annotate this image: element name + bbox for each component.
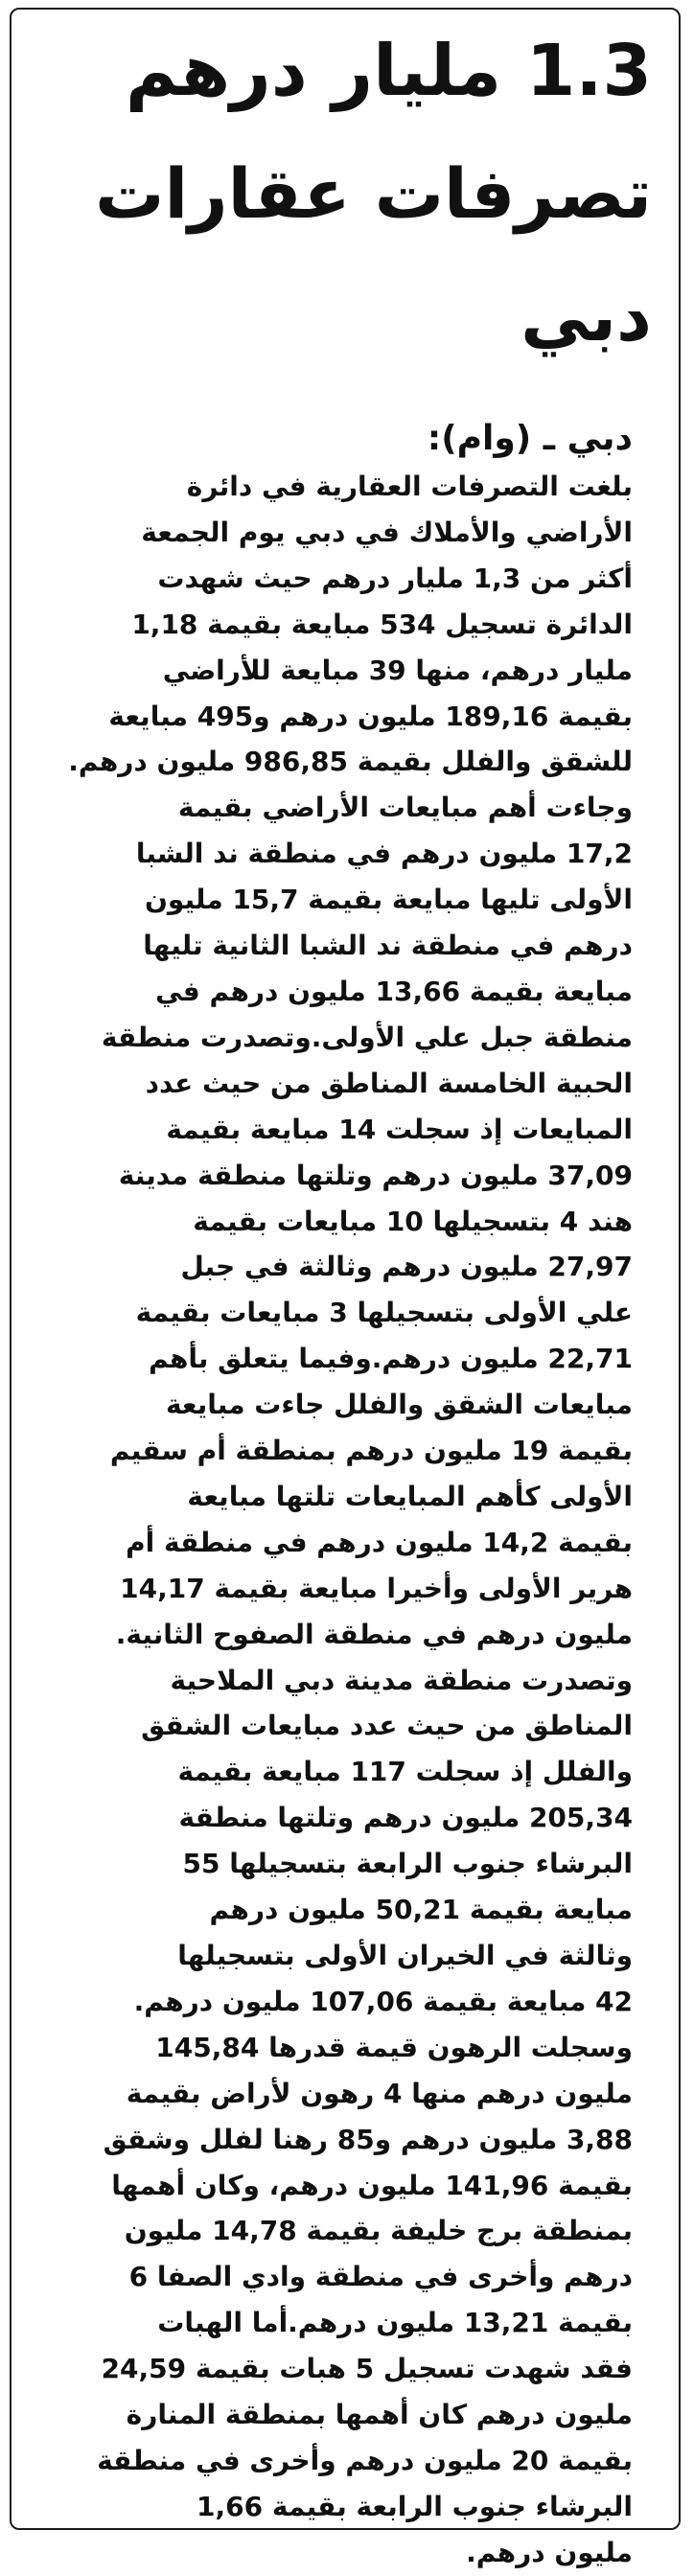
body-line: بقيمة 13,21 مليون درهم.أما الهبات (157, 2307, 633, 2339)
body-line: 17,2 مليون درهم في منطقة ند الشبا (135, 838, 633, 870)
headline-line: 1.3 مليار درهم (125, 30, 652, 112)
body-line: وسجلت الرهون قيمة قدرها 145,84 (155, 2031, 633, 2063)
body-line: للشقق والفلل بقيمة 986,85 مليون درهم. (68, 746, 633, 778)
body-line: 37,09 مليون درهم وتلتها منطقة مدينة (118, 1159, 633, 1191)
body-line: علي الأولى بتسجيلها 3 مبايعات بقيمة (135, 1297, 633, 1329)
body-line: بلغت التصرفات العقارية في دائرة (186, 471, 633, 502)
body-line: درهم في منطقة ند الشبا الثانية تليها (143, 930, 633, 962)
body-line: بقيمة 141,96 مليون درهم، وكان أهمها (111, 2169, 633, 2201)
body-line: المبايعات إذ سجلت 14 مبايعة بقيمة (166, 1113, 633, 1145)
body-line: مبايعات الشقق والفلل جاءت مبايعة (165, 1389, 633, 1421)
body-line: هرير الأولى وأخيرا مبايعة بقيمة 14,17 (120, 1572, 633, 1604)
body-line: الحبية الخامسة المناطق من حيث عدد (145, 1067, 633, 1099)
body-line: بمنطقة برج خليفة بقيمة 14,78 مليون (124, 2215, 633, 2247)
headline-line: تصرفات عقارات (95, 153, 652, 234)
body-line: هند 4 بتسجيلها 10 مبايعات بقيمة (193, 1205, 633, 1237)
article-body (67, 464, 633, 2576)
body-line: مبايعة بقيمة 13,66 مليون درهم في (155, 975, 633, 1007)
body-line: درهم وأخرى في منطقة وادي الصفا 6 (128, 2261, 633, 2293)
body-line: الدائرة تسجيل 534 مبايعة بقيمة 1,18 (131, 608, 633, 640)
body-line: وتصدرت منطقة مدينة دبي الملاحية (170, 1664, 633, 1696)
body-line: والفلل إذ سجلت 117 مبايعة بقيمة (177, 1756, 633, 1788)
body-line: مليون درهم منها 4 رهون لأراض بقيمة (126, 2077, 633, 2109)
body-line: 27,97 مليون درهم وثالثة في جبل (180, 1251, 633, 1283)
body-line: مليار درهم، منها 39 مبايعة للأراضي (162, 654, 633, 686)
body-line: 205,34 مليون درهم وتلتها منطقة (178, 1802, 633, 1834)
body-line: وجاءت أهم مبايعات الأراضي بقيمة (177, 792, 633, 824)
body-line: 42 مبايعة بقيمة 107,06 مليون درهم. (133, 1985, 633, 2017)
headline-line: دبي (520, 276, 652, 356)
body-line: مليون درهم كان أهمها بمنطقة المنارة (126, 2399, 633, 2431)
body-line: بقيمة 189,16 مليون درهم و495 مبايعة (108, 700, 633, 732)
body-line: بقيمة 14,2 مليون درهم في منطقة أم (126, 1526, 633, 1558)
body-line: الأراضي والأملاك في دبي يوم الجمعة (141, 516, 633, 548)
article-frame (10, 8, 681, 2568)
body-line: البرشاء جنوب الرابعة بقيمة 1,66 (197, 2490, 633, 2522)
body-line: 3,88 مليون درهم و85 رهنا لفلل وشقق (103, 2123, 633, 2155)
body-line: أكثر من 1,3 مليار درهم حيث شهدت (157, 562, 633, 594)
article-dateline: دبي ـ (وام): (427, 419, 633, 458)
body-line: المناطق من حيث عدد مبايعات الشقق (141, 1710, 633, 1742)
body-line: 22,71 مليون درهم.وفيما يتعلق بأهم (149, 1343, 633, 1375)
body-line: البرشاء جنوب الرابعة بتسجيلها 55 (182, 1848, 633, 1880)
body-line: منطقة جبل علي الأولى.وتصدرت منطقة (101, 1021, 633, 1053)
body-line: فقد شهدت تسجيل 5 هبات بقيمة 24,59 (101, 2353, 633, 2385)
body-line: الأولى كأهم المبايعات تلتها مبايعة (187, 1480, 633, 1512)
article-headline (50, 10, 652, 378)
body-line: مليون درهم في منطقة الصفوح الثانية. (115, 1618, 633, 1650)
body-line: مليون درهم. (466, 2536, 633, 2568)
body-line: بقيمة 20 مليون درهم وأخرى في منطقة (97, 2444, 633, 2476)
body-line: وثالثة في الخيران الأولى بتسجيلها (177, 1940, 633, 1971)
body-line: الأولى تليها مبايعة بقيمة 15,7 مليون (145, 884, 633, 916)
body-line: بقيمة 19 مليون درهم بمنطقة أم سقيم (109, 1435, 633, 1467)
body-line: مبايعة بقيمة 50,21 مليون درهم (209, 1894, 633, 1926)
